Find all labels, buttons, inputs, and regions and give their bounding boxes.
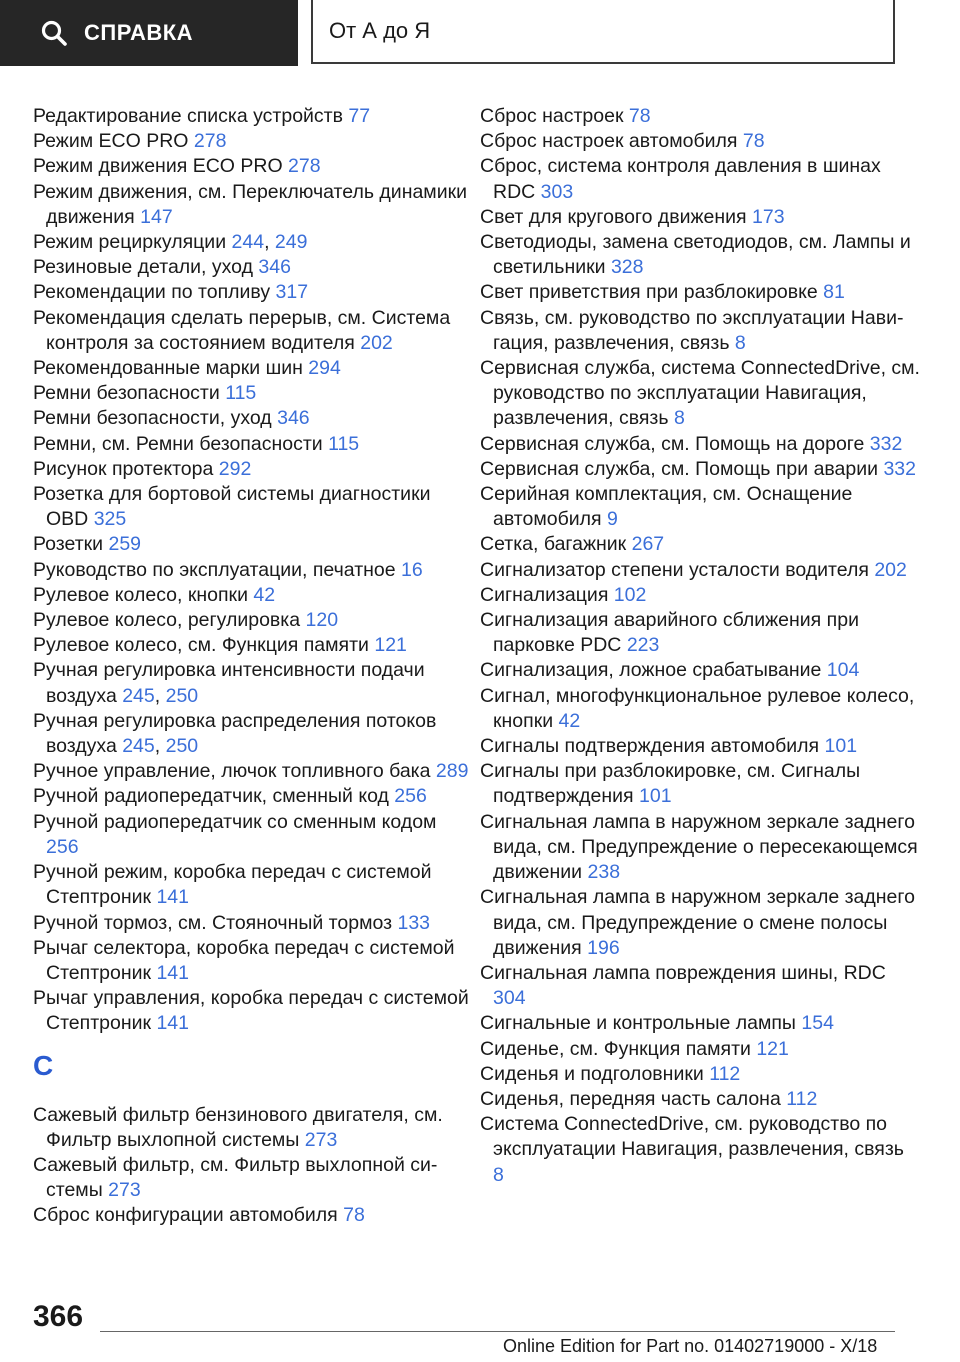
page-link[interactable]: 141 [156, 1012, 189, 1035]
index-entry [480, 885, 920, 961]
index-entry [33, 1103, 473, 1153]
page-link[interactable]: 238 [587, 861, 621, 884]
page-link[interactable]: 278 [193, 130, 227, 153]
index-entry-text: Рекомендации по топливу [33, 281, 276, 304]
page-link[interactable]: 102 [613, 583, 647, 606]
index-entry [480, 608, 920, 658]
index-entry [480, 205, 920, 230]
index-entry-text: Режим движения ECO PRO [33, 155, 289, 178]
index-entry-text: Розетка для бортовой системы диагностики OBD [33, 483, 431, 531]
index-entry [33, 583, 473, 608]
page-link[interactable]: 133 [397, 911, 431, 934]
page-link[interactable]: 250 [165, 735, 199, 758]
index-entry [480, 759, 920, 809]
index-entry [33, 255, 473, 280]
index-entry [33, 633, 473, 658]
page-link[interactable]: 294 [308, 357, 341, 380]
page-number: 366 [33, 1300, 84, 1333]
index-entry [33, 810, 473, 860]
help-button[interactable] [0, 0, 298, 66]
index-entry [480, 280, 920, 305]
index-list-left-after [33, 1103, 473, 1229]
index-column-right [480, 104, 920, 1188]
index-entry [480, 532, 920, 557]
index-entry-text: Редактирование списка устройств [33, 105, 349, 127]
index-entry-text: Резиновые детали, уход [33, 256, 259, 279]
page-link[interactable]: 16 [401, 558, 423, 581]
page-link[interactable]: 223 [626, 634, 660, 657]
page-link[interactable]: 173 [752, 205, 785, 228]
index-entry-text: Сброс настроек [480, 105, 629, 127]
page-link[interactable]: 273 [304, 1128, 338, 1151]
index-entry [480, 129, 920, 154]
index-entry-text: Сигнальная лампа в наружном зеркале заднего вида, см. Предупреждение о пересекающемся движении [480, 810, 918, 884]
page-link[interactable]: 256 [46, 835, 79, 858]
index-entry [33, 784, 473, 809]
section-title: От А до Я [311, 0, 895, 64]
page-link[interactable]: 121 [374, 634, 407, 657]
index-entry-text: Руководство по эксплуатации, печатное [33, 558, 402, 581]
index-entry [33, 709, 473, 759]
page-link[interactable]: 256 [394, 785, 427, 808]
index-entry [480, 482, 920, 532]
page-link[interactable]: 289 [435, 760, 469, 783]
index-entry-text: Ремни безопасности, уход [33, 407, 278, 430]
page-link[interactable]: 78 [742, 130, 765, 153]
index-entry [33, 154, 473, 179]
index-entry [33, 180, 473, 230]
page-link[interactable]: 325 [93, 508, 127, 531]
index-entry-text: Режим рециркуляции [33, 231, 232, 254]
index-entry [480, 810, 920, 886]
index-entry [480, 684, 920, 734]
page-link[interactable]: 42 [253, 583, 276, 606]
index-entry-text: Сброс конфигурации автомобиля [33, 1204, 344, 1227]
index-entry [480, 961, 920, 1011]
page-link[interactable]: 346 [277, 407, 310, 430]
footer-edition: Online Edition for Part no. 01402719000 - X/18 [503, 1336, 878, 1356]
index-entry [33, 406, 473, 431]
page-link[interactable]: 267 [631, 533, 665, 556]
index-entry [480, 230, 920, 280]
index-entry [480, 658, 920, 683]
index-entry [480, 1062, 920, 1087]
page-link[interactable]: 202 [874, 558, 907, 581]
index-entry [480, 356, 920, 432]
page-link[interactable]: 317 [275, 281, 309, 304]
index-entry [33, 306, 473, 356]
index-entry-text: Ручной радиопередатчик, сменный код [33, 785, 395, 808]
page-link[interactable]: 196 [587, 936, 620, 959]
index-entry [480, 583, 920, 608]
index-entry [33, 381, 473, 406]
index-entry [33, 356, 473, 381]
index-entry-text: Рычаг селектора, коробка передач с системой Стептроник [33, 936, 455, 984]
index-entry-text: Рекомендация сделать перерыв, см. Система контроля за состоянием водителя [33, 306, 451, 354]
index-entry [33, 986, 473, 1036]
index-entry [33, 558, 473, 583]
page-link[interactable]: 278 [288, 155, 321, 178]
index-entry-text: Ремни, см. Ремни безопасности [33, 432, 329, 455]
index-entry-text: Рулевое колесо, регулировка [33, 609, 306, 632]
index-entry-text: Сигнальные и контрольные лампы [480, 1012, 802, 1035]
page-link[interactable]: 112 [709, 1062, 741, 1085]
page-link[interactable]: 346 [258, 256, 291, 279]
page-link[interactable]: 8 [493, 1163, 504, 1186]
page-link[interactable]: 9 [607, 508, 618, 531]
index-entry-text: Ручной тормоз, см. Стояночный тормоз [33, 911, 398, 934]
index-entry [33, 280, 473, 305]
index-entry-text: Сигнальная лампа в наружном зеркале заднего вида, см. Предупреждение о смене полосы движения [480, 886, 915, 959]
index-entry [33, 658, 473, 708]
index-column-left [33, 104, 473, 1229]
page-link[interactable]: 101 [824, 735, 858, 758]
page-link[interactable]: 245 [122, 684, 155, 707]
search-icon [40, 19, 68, 47]
section-letter: С [33, 1049, 54, 1081]
page-link[interactable]: 250 [165, 684, 199, 707]
index-entry [480, 558, 920, 583]
index-entry [33, 230, 473, 255]
index-entry-text: Рычаг управления, коробка передач с системой Стептроник [33, 987, 469, 1035]
page-link[interactable]: 115 [328, 432, 360, 455]
index-entry-text: Связь, см. руководство по эксплуатации Навигация, развлечения, связь [480, 306, 904, 354]
index-entry-text: Свет приветствия при разблокировке [480, 281, 824, 304]
page-link[interactable]: 245 [122, 735, 155, 758]
page-link[interactable]: 328 [610, 256, 644, 279]
page-link[interactable]: 77 [348, 105, 371, 127]
page-link[interactable]: 154 [801, 1012, 834, 1035]
index-entry-text: Система ConnectedDrive, см. руководство по эксплуатации Навигация, развлечения, связь [480, 1113, 904, 1161]
index-entry-text: Сигнализация, ложное срабатывание [480, 659, 827, 682]
page-link[interactable]: 120 [305, 609, 339, 632]
page-link[interactable]: 304 [493, 987, 526, 1010]
index-entry [480, 154, 920, 204]
index-entry-text: Сигналы при разблокировке, см. Сигналы подтверждения [480, 760, 861, 808]
index-entry [33, 104, 473, 129]
index-entry [480, 306, 920, 356]
index-entry [33, 432, 473, 457]
page-link[interactable]: 303 [540, 180, 574, 203]
index-entry-text: Свет для кругового движения [480, 205, 753, 228]
index-entry [33, 860, 473, 910]
index-entry [480, 1037, 920, 1062]
index-entry-text: Сиденье, см. Функция памяти [480, 1037, 757, 1060]
index-entry-text: Розетки [33, 533, 109, 556]
index-entry-text: Режим движения, см. Переключатель динамики движения [33, 180, 468, 228]
footer-divider [100, 1331, 895, 1332]
index-entry-text: Рисунок протектора [33, 457, 219, 480]
index-entry-text: Рулевое колесо, кнопки [33, 583, 254, 606]
page-separator: , [264, 231, 275, 254]
index-entry-text: Сервисная служба, система ConnectedDrive, см. руководство по эксплуатации Навигация, развлечения, связь [480, 357, 920, 430]
page-separator: , [154, 684, 166, 707]
index-entry [480, 1087, 920, 1112]
index-entry [480, 457, 920, 482]
index-entry-text: Режим ECO PRO [33, 130, 194, 153]
page-link[interactable]: 259 [108, 533, 142, 556]
index-entry-text: Сигнальная лампа повреждения шины, RDC [480, 961, 886, 984]
index-entry [480, 734, 920, 759]
index-entry-text: Сервисная служба, см. Помощь на дороге [480, 432, 870, 455]
index-entry [480, 104, 920, 129]
index-entry [480, 1011, 920, 1036]
page-link[interactable]: 78 [343, 1204, 365, 1227]
index-list-right [480, 104, 920, 1188]
index-entry-text: Рулевое колесо, см. Функция памяти [33, 634, 375, 657]
index-entry-text: Сброс, система контроля давления в шинах RDC [480, 155, 881, 203]
page-link[interactable]: 121 [756, 1037, 789, 1060]
index-entry-text: Ремни безопасности [33, 382, 226, 405]
page-link[interactable]: 115 [225, 382, 257, 405]
page-link[interactable]: 104 [826, 659, 860, 682]
page-link[interactable]: 78 [628, 105, 651, 127]
page-link[interactable]: 249 [274, 231, 308, 254]
index-entry-text: Рекомендованные марки шин [33, 357, 309, 380]
index-entry [33, 129, 473, 154]
page-link[interactable]: 8 [673, 407, 685, 430]
index-entry [33, 457, 473, 482]
index-entry [480, 1112, 920, 1188]
help-label: СПРАВКА [84, 20, 194, 45]
index-entry [33, 759, 473, 784]
page-link[interactable]: 273 [108, 1179, 141, 1202]
index-entry [33, 1203, 473, 1228]
header [0, 0, 960, 66]
index-entry [33, 482, 473, 532]
index-entry-text: Сигнализатор степени усталости водителя [480, 558, 875, 581]
index-entry [33, 608, 473, 633]
page-link[interactable]: 101 [639, 785, 672, 808]
index-entry-text: Сажевый фильтр бензинового двигателя, см. Фильтр выхлопной системы [33, 1103, 443, 1151]
page-link[interactable]: 244 [231, 231, 265, 254]
index-entry [480, 432, 920, 457]
index-entry-text: Ручной радиопередатчик со сменным кодом [33, 810, 437, 833]
page-link[interactable]: 112 [786, 1087, 818, 1110]
index-entry-text: Светодиоды, замена светодиодов, см. Лампы и светильники [480, 231, 911, 279]
index-entry-text: Ручная регулировка интенсивности подачи воздуха [33, 659, 425, 707]
page-link[interactable]: 42 [558, 709, 581, 732]
page-link[interactable]: 81 [823, 281, 845, 304]
page-link[interactable]: 332 [869, 432, 903, 455]
index-entry-text: Ручная регулировка распределения потоков воздуха [33, 709, 437, 758]
index-entry-text: Сетка, багажник [480, 533, 632, 556]
page-link[interactable]: 292 [218, 457, 252, 480]
index-entry-text: Сервисная служба, см. Помощь при аварии [480, 457, 884, 480]
index-entry [33, 1153, 473, 1203]
index-entry-text: Сигнализация [480, 583, 614, 606]
index-entry-text: Ручное управление, лючок топливного бака [33, 760, 436, 783]
index-entry-text: Сигнализация аварийного сближения при парковке PDC [480, 609, 859, 657]
page-link[interactable]: 202 [360, 331, 393, 354]
index-entry [33, 911, 473, 936]
index-entry-text: Ручной режим, коробка передач с системой Стептроник [33, 861, 432, 909]
index-entry-text: Сигналы подтверждения автомобиля [480, 735, 825, 758]
index-entry [33, 532, 473, 557]
page-link[interactable]: 147 [140, 205, 173, 228]
index-entry-text: Сигнал, многофункциональное рулевое колесо, кнопки [480, 684, 915, 732]
page-link[interactable]: 8 [734, 331, 746, 354]
page-link[interactable]: 141 [156, 886, 189, 909]
index-entry-text: Сброс настроек автомобиля [480, 130, 743, 153]
index-list-left [33, 104, 473, 1037]
index-entry-text: Сажевый фильтр, см. Фильтр выхлопной системы [33, 1153, 438, 1202]
page-separator: , [154, 735, 166, 758]
page-link[interactable]: 141 [156, 961, 189, 984]
page-link[interactable]: 332 [883, 457, 916, 480]
index-entry [33, 936, 473, 986]
index-entry-text: Серийная комплектация, см. Оснащение автомобиля [480, 483, 853, 531]
index-entry-text: Сиденья и подголовники [480, 1062, 710, 1085]
index-entry-text: Сиденья, передняя часть салона [480, 1087, 787, 1110]
